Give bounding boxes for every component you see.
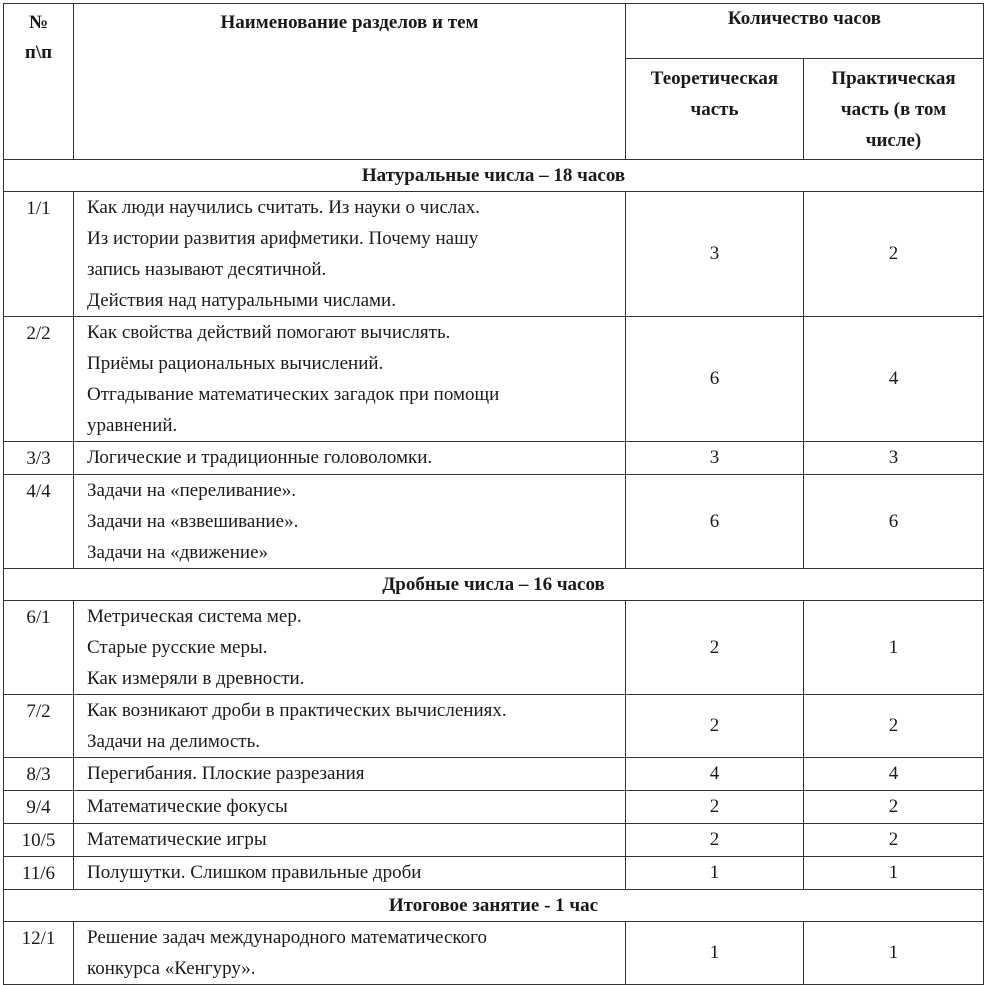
topic-line: Задачи на делимость. xyxy=(87,731,261,752)
row-topic xyxy=(74,442,626,475)
topic-line: Задачи на «взвешивание». xyxy=(87,511,299,532)
topic-line: Как возникают дроби в практических вычислениях. xyxy=(87,700,507,721)
topic-line: запись называют десятичной. xyxy=(87,259,327,280)
table-row xyxy=(4,192,984,317)
practice-hours: 4 xyxy=(804,317,984,442)
column-header-practice-line3: числе) xyxy=(865,130,922,151)
practice-hours: 1 xyxy=(804,601,984,695)
theory-hours: 2 xyxy=(626,695,804,758)
topic-line: Приёмы рациональных вычислений. xyxy=(87,353,384,374)
row-topic xyxy=(74,601,626,695)
theory-hours: 2 xyxy=(626,601,804,695)
row-topic xyxy=(74,922,626,985)
practice-hours: 1 xyxy=(804,922,984,985)
row-topic xyxy=(74,758,626,791)
table-row xyxy=(4,695,984,758)
topic-line: конкурса «Кенгуру». xyxy=(87,958,256,979)
row-topic xyxy=(74,695,626,758)
topic-line: Как измеряли в древности. xyxy=(87,668,305,689)
table-row xyxy=(4,857,984,890)
row-number: 12/1 xyxy=(4,922,74,985)
practice-hours: 2 xyxy=(804,695,984,758)
practice-hours: 1 xyxy=(804,857,984,890)
row-topic xyxy=(74,192,626,317)
topic-line: Решение задач международного математического xyxy=(87,927,487,948)
practice-hours: 2 xyxy=(804,192,984,317)
topic-line: Действия над натуральными числами. xyxy=(87,290,396,311)
table-row xyxy=(4,601,984,695)
practice-hours: 4 xyxy=(804,758,984,791)
theory-hours: 6 xyxy=(626,317,804,442)
row-topic xyxy=(74,824,626,857)
topic-line: Логические и традиционные головоломки. xyxy=(87,447,433,468)
topic-line: Задачи на «движение» xyxy=(87,542,269,563)
row-number: 1/1 xyxy=(4,192,74,317)
row-topic xyxy=(74,475,626,569)
topic-line: Отгадывание математических загадок при помощи xyxy=(87,384,500,405)
theory-hours: 2 xyxy=(626,824,804,857)
topic-line: Старые русские меры. xyxy=(87,637,268,658)
column-header-theory-line1: Теоретическая xyxy=(650,68,779,89)
table-row xyxy=(4,791,984,824)
section-row xyxy=(4,160,984,192)
column-header-theory xyxy=(626,59,804,160)
table-body xyxy=(4,160,984,985)
row-topic xyxy=(74,857,626,890)
table-row xyxy=(4,824,984,857)
column-header-practice xyxy=(804,59,984,160)
section-row xyxy=(4,569,984,601)
row-topic xyxy=(74,791,626,824)
section-title: Натуральные числа – 18 часов xyxy=(4,160,984,192)
curriculum-table xyxy=(3,3,984,985)
topic-line: Полушутки. Слишком правильные дроби xyxy=(87,862,422,883)
topic-line: Как люди научились считать. Из науки о числах. xyxy=(87,197,481,218)
table-row xyxy=(4,922,984,985)
column-header-hours: Количество часов xyxy=(626,4,984,59)
row-number: 2/2 xyxy=(4,317,74,442)
practice-hours: 2 xyxy=(804,824,984,857)
section-title: Дробные числа – 16 часов xyxy=(4,569,984,601)
practice-hours: 2 xyxy=(804,791,984,824)
row-number: 7/2 xyxy=(4,695,74,758)
theory-hours: 4 xyxy=(626,758,804,791)
topic-line: Метрическая система мер. xyxy=(87,606,302,627)
row-number: 11/6 xyxy=(4,857,74,890)
topic-line: Перегибания. Плоские разрезания xyxy=(87,763,365,784)
topic-line: уравнений. xyxy=(87,415,178,436)
row-topic xyxy=(74,317,626,442)
table-row xyxy=(4,758,984,791)
column-header-number-line1: № xyxy=(28,12,49,33)
column-header-practice-line2: часть (в том xyxy=(840,99,947,120)
row-number: 9/4 xyxy=(4,791,74,824)
theory-hours: 6 xyxy=(626,475,804,569)
row-number: 4/4 xyxy=(4,475,74,569)
table-row xyxy=(4,475,984,569)
topic-line: Как свойства действий помогают вычислять. xyxy=(87,322,451,343)
column-header-practice-line1: Практическая xyxy=(831,68,956,89)
topic-line: Из истории развития арифметики. Почему нашу xyxy=(87,228,479,249)
row-number: 8/3 xyxy=(4,758,74,791)
theory-hours: 1 xyxy=(626,857,804,890)
table-header xyxy=(4,4,984,160)
row-number: 10/5 xyxy=(4,824,74,857)
table-row xyxy=(4,317,984,442)
column-header-topic: Наименование разделов и тем xyxy=(74,4,626,160)
theory-hours: 2 xyxy=(626,791,804,824)
practice-hours: 6 xyxy=(804,475,984,569)
row-number: 3/3 xyxy=(4,442,74,475)
theory-hours: 3 xyxy=(626,442,804,475)
practice-hours: 3 xyxy=(804,442,984,475)
table-row xyxy=(4,442,984,475)
topic-line: Математические фокусы xyxy=(87,796,288,817)
section-row xyxy=(4,890,984,922)
topic-line: Математические игры xyxy=(87,829,267,850)
theory-hours: 3 xyxy=(626,192,804,317)
row-number: 6/1 xyxy=(4,601,74,695)
column-header-number xyxy=(4,4,74,160)
theory-hours: 1 xyxy=(626,922,804,985)
column-header-number-line2: п\п xyxy=(24,42,53,63)
section-title: Итоговое занятие - 1 час xyxy=(4,890,984,922)
column-header-theory-line2: часть xyxy=(690,99,739,120)
topic-line: Задачи на «переливание». xyxy=(87,480,296,501)
